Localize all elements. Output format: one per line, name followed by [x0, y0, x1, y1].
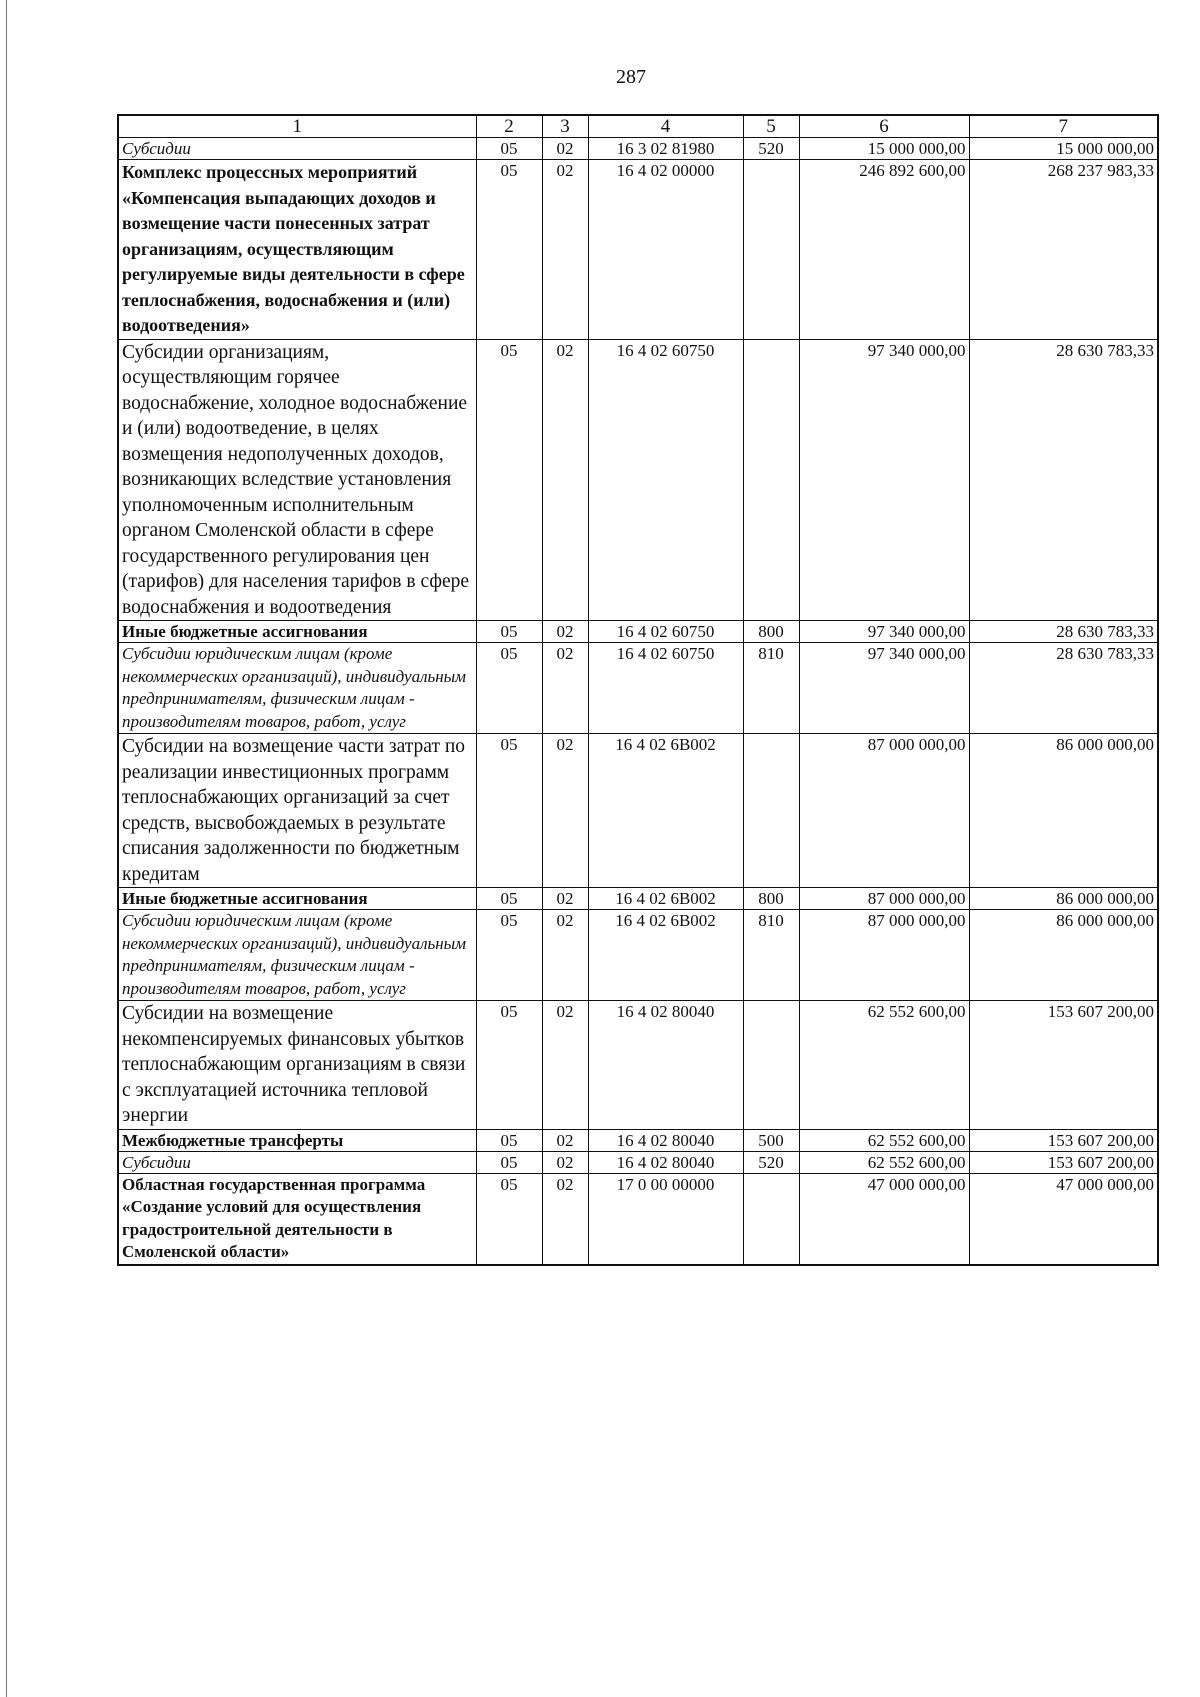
amount-year2-cell: 86 000 000,00 — [969, 888, 1158, 910]
target-article-cell: 16 4 02 6В002 — [588, 910, 743, 1001]
header-cell: 2 — [476, 115, 542, 138]
section-cell: 05 — [476, 339, 542, 621]
amount-year2-cell: 86 000 000,00 — [969, 910, 1158, 1001]
scan-margin-line — [6, 0, 7, 1697]
amount-year2-cell: 28 630 783,33 — [969, 339, 1158, 621]
budget-table — [117, 114, 1159, 1266]
table-row — [118, 160, 1158, 340]
line-name-cell: Субсидии юридическим лицам (кроме некоммерческих организаций), индивидуальным предпринимателям, физическим лицам - производителям товаров, работ, услуг — [118, 643, 476, 734]
subsection-cell: 02 — [542, 643, 588, 734]
line-name-cell: Субсидии на возмещение некомпенсируемых финансовых убытков теплоснабжающим организациям в связи с эксплуатацией источника тепловой энергии — [118, 1001, 476, 1130]
section-cell: 05 — [476, 888, 542, 910]
target-article-cell: 17 0 00 00000 — [588, 1173, 743, 1265]
subsection-cell: 02 — [542, 621, 588, 643]
section-cell: 05 — [476, 734, 542, 888]
expense-type-cell — [743, 339, 799, 621]
section-cell: 05 — [476, 1173, 542, 1265]
expense-type-cell: 810 — [743, 910, 799, 1001]
target-article-cell: 16 4 02 6В002 — [588, 888, 743, 910]
amount-year1-cell: 97 340 000,00 — [799, 621, 969, 643]
section-cell: 05 — [476, 643, 542, 734]
amount-year1-cell: 97 340 000,00 — [799, 339, 969, 621]
line-name-cell: Субсидии — [118, 1151, 476, 1173]
line-name-cell: Субсидии организациям, осуществляющим горячее водоснабжение, холодное водоснабжение и (или) водоотведение, в целях возмещения недополученных доходов, возникающих вследствие установления уполномоченным исполнительным органом Смоленской области в сфере государственного регулирования цен (тарифов) для населения тарифов в сфере водоснабжения и водоотведения — [118, 339, 476, 621]
line-name-cell: Субсидии на возмещение части затрат по реализации инвестиционных программ теплоснабжающих организаций за счет средств, высвобождаемых в результате списания задолженности по бюджетным кредитам — [118, 734, 476, 888]
amount-year1-cell: 62 552 600,00 — [799, 1001, 969, 1130]
line-name-cell: Иные бюджетные ассигнования — [118, 621, 476, 643]
subsection-cell: 02 — [542, 888, 588, 910]
section-cell: 05 — [476, 910, 542, 1001]
subsection-cell: 02 — [542, 160, 588, 340]
subsection-cell: 02 — [542, 339, 588, 621]
amount-year1-cell: 62 552 600,00 — [799, 1151, 969, 1173]
amount-year1-cell: 47 000 000,00 — [799, 1173, 969, 1265]
subsection-cell: 02 — [542, 1129, 588, 1151]
amount-year2-cell: 268 237 983,33 — [969, 160, 1158, 340]
table-row — [118, 1001, 1158, 1130]
expense-type-cell: 520 — [743, 1151, 799, 1173]
table-row — [118, 734, 1158, 888]
target-article-cell: 16 4 02 6В002 — [588, 734, 743, 888]
amount-year1-cell: 87 000 000,00 — [799, 734, 969, 888]
expense-type-cell: 810 — [743, 643, 799, 734]
amount-year1-cell: 246 892 600,00 — [799, 160, 969, 340]
section-cell: 05 — [476, 1151, 542, 1173]
table-row — [118, 1129, 1158, 1151]
header-cell: 4 — [588, 115, 743, 138]
subsection-cell: 02 — [542, 1151, 588, 1173]
target-article-cell: 16 4 02 80040 — [588, 1151, 743, 1173]
subsection-cell: 02 — [542, 1173, 588, 1265]
expense-type-cell — [743, 1173, 799, 1265]
line-name-cell: Межбюджетные трансферты — [118, 1129, 476, 1151]
amount-year1-cell: 87 000 000,00 — [799, 888, 969, 910]
section-cell: 05 — [476, 1001, 542, 1130]
table-row — [118, 643, 1158, 734]
header-cell: 1 — [118, 115, 476, 138]
line-name-cell: Субсидии юридическим лицам (кроме некоммерческих организаций), индивидуальным предпринимателям, физическим лицам - производителям товаров, работ, услуг — [118, 910, 476, 1001]
line-name-cell: Областная государственная программа «Создание условий для осуществления градостроительной деятельности в Смоленской области» — [118, 1173, 476, 1265]
amount-year2-cell: 153 607 200,00 — [969, 1151, 1158, 1173]
target-article-cell: 16 4 02 00000 — [588, 160, 743, 340]
header-cell: 5 — [743, 115, 799, 138]
line-name-cell: Иные бюджетные ассигнования — [118, 888, 476, 910]
target-article-cell: 16 4 02 80040 — [588, 1129, 743, 1151]
subsection-cell: 02 — [542, 1001, 588, 1130]
header-cell: 3 — [542, 115, 588, 138]
line-name-cell: Субсидии — [118, 138, 476, 160]
amount-year2-cell: 153 607 200,00 — [969, 1129, 1158, 1151]
amount-year2-cell: 15 000 000,00 — [969, 138, 1158, 160]
amount-year1-cell: 62 552 600,00 — [799, 1129, 969, 1151]
target-article-cell: 16 4 02 80040 — [588, 1001, 743, 1130]
table-row — [118, 1151, 1158, 1173]
page-number: 287 — [616, 66, 646, 88]
section-cell: 05 — [476, 621, 542, 643]
expense-type-cell — [743, 160, 799, 340]
expense-type-cell: 800 — [743, 621, 799, 643]
table-row — [118, 888, 1158, 910]
line-name-cell: Комплекс процессных мероприятий «Компенсация выпадающих доходов и возмещение части понесенных затрат организациям, осуществляющим регулируемые виды деятельности в сфере теплоснабжения, водоснабжения и (или) водоотведения» — [118, 160, 476, 340]
header-cell: 6 — [799, 115, 969, 138]
target-article-cell: 16 4 02 60750 — [588, 643, 743, 734]
target-article-cell: 16 4 02 60750 — [588, 621, 743, 643]
expense-type-cell — [743, 1001, 799, 1130]
amount-year2-cell: 86 000 000,00 — [969, 734, 1158, 888]
section-cell: 05 — [476, 138, 542, 160]
expense-type-cell: 520 — [743, 138, 799, 160]
subsection-cell: 02 — [542, 138, 588, 160]
target-article-cell: 16 3 02 81980 — [588, 138, 743, 160]
header-cell: 7 — [969, 115, 1158, 138]
table-row — [118, 1173, 1158, 1265]
expense-type-cell: 500 — [743, 1129, 799, 1151]
table-row — [118, 910, 1158, 1001]
expense-type-cell: 800 — [743, 888, 799, 910]
table-row — [118, 621, 1158, 643]
table-header-row — [118, 115, 1158, 138]
amount-year1-cell: 97 340 000,00 — [799, 643, 969, 734]
amount-year2-cell: 47 000 000,00 — [969, 1173, 1158, 1265]
target-article-cell: 16 4 02 60750 — [588, 339, 743, 621]
expense-type-cell — [743, 734, 799, 888]
amount-year1-cell: 87 000 000,00 — [799, 910, 969, 1001]
table-row — [118, 339, 1158, 621]
amount-year2-cell: 28 630 783,33 — [969, 643, 1158, 734]
subsection-cell: 02 — [542, 734, 588, 888]
section-cell: 05 — [476, 1129, 542, 1151]
section-cell: 05 — [476, 160, 542, 340]
amount-year2-cell: 153 607 200,00 — [969, 1001, 1158, 1130]
table-row — [118, 138, 1158, 160]
subsection-cell: 02 — [542, 910, 588, 1001]
amount-year2-cell: 28 630 783,33 — [969, 621, 1158, 643]
amount-year1-cell: 15 000 000,00 — [799, 138, 969, 160]
